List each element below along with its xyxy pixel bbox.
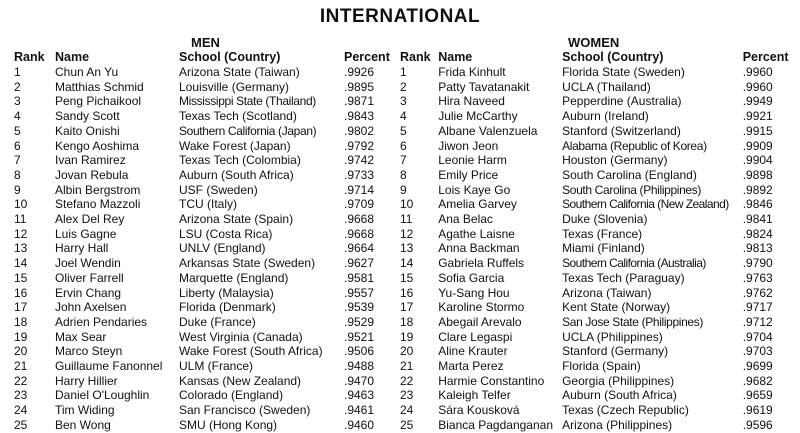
table-row [400, 183, 796, 198]
table-row [400, 212, 796, 227]
percent-cell: .9460 [344, 417, 375, 432]
rank-cell: 15 [14, 270, 28, 285]
percent-cell: .9581 [344, 270, 375, 285]
table-row [400, 168, 796, 183]
rank-cell: 9 [14, 182, 21, 197]
percent-cell: .9960 [742, 65, 773, 79]
rank-cell: 20 [400, 344, 414, 359]
name-cell: Ivan Ramirez [55, 153, 126, 168]
table-row [14, 315, 398, 330]
name-cell: Ana Belac [438, 212, 493, 227]
rank-cell: 7 [400, 153, 407, 168]
name-cell: Tim Widing [55, 403, 115, 418]
percent-cell: .9843 [344, 109, 375, 124]
table-row [400, 65, 796, 80]
rank-cell: 19 [400, 329, 414, 344]
rank-cell: 16 [14, 285, 28, 300]
school-cell: LSU (Costa Rica) [179, 226, 273, 241]
rank-cell: 1 [14, 65, 21, 79]
name-cell: Stefano Mazzoli [55, 197, 141, 212]
name-cell: Guillaume Fanonnel [55, 359, 163, 374]
rank-cell: 18 [14, 314, 28, 329]
school-cell: Houston (Germany) [562, 153, 668, 168]
table-row [400, 271, 796, 286]
rank-cell: 14 [14, 256, 28, 271]
school-column-header: School (Country) [179, 50, 281, 64]
percent-cell: .9949 [742, 94, 773, 109]
school-cell: SMU (Hong Kong) [179, 417, 278, 432]
school-cell: South Carolina (Philippines) [562, 182, 702, 197]
school-cell: UNLV (England) [179, 241, 266, 256]
rank-cell: 25 [14, 417, 28, 432]
percent-cell: .9813 [742, 241, 773, 256]
school-cell: Auburn (Ireland) [562, 109, 649, 124]
name-cell: Chun An Yu [55, 65, 119, 79]
school-cell: Arizona State (Taiwan) [179, 65, 300, 79]
table-row [400, 153, 796, 168]
name-cell: Aline Krauter [438, 344, 508, 359]
table-row [400, 374, 796, 389]
men-rankings-table [14, 50, 398, 433]
rank-cell: 13 [14, 241, 28, 256]
rank-cell: 6 [14, 138, 21, 153]
school-cell: Southern California (New Zealand) [562, 197, 729, 212]
name-cell: Peng Pichaikool [55, 94, 142, 109]
school-cell: Arizona (Philippines) [562, 417, 673, 432]
percent-cell: .9790 [742, 256, 773, 271]
name-cell: Daniel O'Loughlin [55, 388, 150, 403]
percent-cell: .9926 [344, 65, 375, 79]
percent-cell: .9461 [344, 403, 375, 418]
percent-cell: .9488 [344, 359, 375, 374]
name-cell: Leonie Harm [438, 153, 507, 168]
women-rankings-table [400, 50, 796, 433]
percent-cell: .9463 [344, 388, 375, 403]
percent-column-header: Percent [344, 50, 390, 64]
percent-cell: .9529 [344, 314, 375, 329]
school-cell: TCU (Italy) [179, 197, 237, 212]
name-cell: Anna Backman [438, 241, 520, 256]
name-cell: Abegail Arevalo [438, 314, 522, 329]
rank-cell: 23 [14, 388, 28, 403]
name-cell: Harry Hall [55, 241, 109, 256]
table-row [14, 80, 398, 95]
percent-cell: .9742 [344, 153, 375, 168]
name-cell: Ervin Chang [55, 285, 122, 300]
percent-cell: .9892 [742, 182, 773, 197]
name-cell: Hira Naveed [438, 94, 505, 109]
rank-cell: 16 [400, 285, 414, 300]
school-cell: San Francisco (Sweden) [179, 403, 311, 418]
table-row [400, 344, 796, 359]
rank-cell: 24 [14, 403, 28, 418]
percent-cell: .9664 [344, 241, 375, 256]
percent-cell: .9539 [344, 300, 375, 315]
name-cell: Jovan Rebula [55, 167, 129, 182]
rank-cell: 11 [14, 212, 27, 227]
name-cell: Frida Kinhult [438, 65, 506, 79]
rank-cell: 3 [14, 94, 21, 109]
school-cell: Auburn (South Africa) [562, 388, 677, 403]
men-section-title: MEN [191, 35, 220, 50]
rank-cell: 21 [14, 359, 28, 374]
school-cell: Mississippi State (Thailand) [179, 94, 316, 109]
name-cell: Kengo Aoshima [55, 138, 140, 153]
name-cell: Gabriela Ruffels [438, 256, 525, 271]
table-row [14, 241, 398, 256]
table-row [400, 359, 796, 374]
rank-cell: 4 [14, 109, 21, 124]
school-cell: Marquette (England) [179, 270, 289, 285]
rank-cell: 19 [14, 329, 28, 344]
table-row [400, 80, 796, 95]
rank-cell: 11 [400, 212, 413, 227]
name-cell: Harry Hillier [55, 373, 118, 388]
rank-cell: 3 [400, 94, 407, 109]
table-row [14, 139, 398, 154]
table-row [14, 271, 398, 286]
percent-cell: .9619 [742, 403, 773, 418]
table-row [14, 344, 398, 359]
table-row [14, 286, 398, 301]
school-cell: Alabama (Republic of Korea) [562, 138, 707, 153]
percent-column-header: Percent [742, 50, 789, 64]
table-row [14, 109, 398, 124]
name-cell: Ben Wong [55, 417, 111, 432]
rank-column-header: Rank [14, 50, 45, 64]
table-row [400, 330, 796, 345]
rank-cell: 18 [400, 314, 414, 329]
school-cell: Stanford (Switzerland) [562, 123, 681, 138]
percent-cell: .9960 [742, 79, 773, 94]
name-cell: Albane Valenzuela [438, 123, 538, 138]
table-row [400, 388, 796, 403]
school-cell: Texas (France) [562, 226, 643, 241]
percent-cell: .9909 [742, 138, 773, 153]
percent-cell: .9733 [344, 167, 375, 182]
percent-cell: .9596 [742, 417, 773, 432]
percent-cell: .9659 [742, 388, 773, 403]
table-row [14, 65, 398, 80]
school-cell: Wake Forest (South Africa) [179, 344, 323, 359]
school-cell: Wake Forest (Japan) [179, 138, 291, 153]
rank-cell: 17 [14, 300, 28, 315]
name-cell: Kaleigh Telfer [438, 388, 511, 403]
rank-cell: 21 [400, 359, 414, 374]
percent-cell: .9895 [344, 79, 375, 94]
name-cell: Adrien Pendaries [55, 314, 148, 329]
table-row [400, 109, 796, 124]
percent-cell: .9521 [344, 329, 375, 344]
school-cell: Texas Tech (Paraguay) [562, 270, 685, 285]
school-cell: Georgia (Philippines) [562, 373, 675, 388]
name-cell: Clare Legaspi [438, 329, 513, 344]
table-row [400, 300, 796, 315]
table-row [400, 241, 796, 256]
rank-cell: 12 [14, 226, 28, 241]
school-cell: San Jose State (Philippines) [562, 314, 704, 329]
school-cell: Florida (Denmark) [179, 300, 276, 315]
percent-cell: .9712 [742, 314, 773, 329]
table-row [400, 403, 796, 418]
school-cell: West Virginia (Canada) [179, 329, 303, 344]
rank-cell: 24 [400, 403, 414, 418]
school-cell: Arizona State (Spain) [179, 212, 294, 227]
rank-cell: 12 [400, 226, 414, 241]
table-row [14, 227, 398, 242]
school-cell: Stanford (Germany) [562, 344, 669, 359]
percent-cell: .9506 [344, 344, 375, 359]
name-cell: Sofia Garcia [438, 270, 505, 285]
name-cell: Karoline Stormo [438, 300, 525, 315]
percent-cell: .9704 [742, 329, 773, 344]
rank-cell: 20 [14, 344, 28, 359]
school-cell: Pepperdine (Australia) [562, 94, 682, 109]
name-cell: Lois Kaye Go [438, 182, 511, 197]
table-row [14, 403, 398, 418]
rank-cell: 8 [14, 167, 21, 182]
name-cell: Patty Tavatanakit [438, 79, 530, 94]
school-cell: UCLA (Philippines) [562, 329, 663, 344]
table-row [14, 197, 398, 212]
table-row [14, 418, 398, 433]
table-row [14, 374, 398, 389]
school-cell: Duke (France) [179, 314, 256, 329]
school-cell: Southern California (Australia) [562, 256, 706, 271]
rank-cell: 8 [400, 167, 407, 182]
rank-cell: 17 [400, 300, 414, 315]
percent-cell: .9762 [742, 285, 773, 300]
school-cell: Florida State (Sweden) [562, 65, 685, 79]
women-section-title: WOMEN [568, 35, 620, 50]
table-row [14, 212, 398, 227]
name-cell: Luis Gagne [55, 226, 117, 241]
school-cell: Florida (Spain) [562, 359, 641, 374]
school-cell: Colorado (England) [179, 388, 284, 403]
table-row [14, 359, 398, 374]
table-row [14, 330, 398, 345]
percent-cell: .9841 [742, 212, 773, 227]
table-row [400, 286, 796, 301]
rank-cell: 5 [400, 123, 407, 138]
school-cell: USF (Sweden) [179, 182, 258, 197]
name-cell: Oliver Farrell [55, 270, 124, 285]
percent-cell: .9714 [344, 182, 375, 197]
men-header-row [14, 50, 398, 65]
school-cell: Texas Tech (Scotland) [179, 109, 297, 124]
school-cell: Liberty (Malaysia) [179, 285, 274, 300]
school-cell: Texas Tech (Colombia) [179, 153, 301, 168]
rank-cell: 23 [400, 388, 414, 403]
rank-cell: 13 [400, 241, 414, 256]
name-cell: Emily Price [438, 167, 499, 182]
name-cell: Kaito Onishi [55, 123, 120, 138]
rank-cell: 15 [400, 270, 414, 285]
table-row [14, 153, 398, 168]
table-row [400, 256, 796, 271]
table-row [400, 139, 796, 154]
rank-column-header: Rank [400, 50, 431, 64]
percent-cell: .9824 [742, 226, 773, 241]
table-row [14, 183, 398, 198]
school-cell: Arizona (Taiwan) [562, 285, 652, 300]
percent-cell: .9792 [344, 138, 375, 153]
percent-cell: .9921 [742, 109, 773, 124]
rank-cell: 10 [14, 197, 28, 212]
rank-cell: 10 [400, 197, 414, 212]
name-cell: Julie McCarthy [438, 109, 518, 124]
rank-cell: 6 [400, 138, 407, 153]
table-row [14, 300, 398, 315]
name-cell: Marco Steyn [55, 344, 123, 359]
percent-cell: .9846 [742, 197, 773, 212]
school-cell: Kansas (New Zealand) [179, 373, 302, 388]
name-cell: Yu-Sang Hou [438, 285, 510, 300]
table-row [14, 256, 398, 271]
table-row [400, 94, 796, 109]
rank-cell: 2 [400, 79, 407, 94]
rank-cell: 1 [400, 65, 407, 79]
percent-cell: .9717 [742, 300, 773, 315]
percent-cell: .9627 [344, 256, 375, 271]
name-cell: Jiwon Jeon [438, 138, 499, 153]
table-row [14, 94, 398, 109]
table-row [14, 168, 398, 183]
name-cell: Sandy Scott [55, 109, 120, 124]
rank-cell: 25 [400, 417, 414, 432]
percent-cell: .9904 [742, 153, 773, 168]
name-cell: Sára Kousková [438, 403, 520, 418]
school-cell: ULM (France) [179, 359, 254, 374]
percent-cell: .9470 [344, 373, 375, 388]
name-cell: Marta Perez [438, 359, 504, 374]
name-cell: Matthias Schmid [55, 79, 144, 94]
rank-cell: 22 [400, 373, 414, 388]
women-header-row [400, 50, 796, 65]
name-cell: Joel Wendin [55, 256, 121, 271]
school-cell: Miami (Finland) [562, 241, 645, 256]
rank-cell: 4 [400, 109, 407, 124]
rank-cell: 7 [14, 153, 21, 168]
school-cell: Louisville (Germany) [179, 79, 290, 94]
school-cell: Auburn (South Africa) [179, 167, 294, 182]
school-cell: Duke (Slovenia) [562, 212, 648, 227]
table-row [400, 124, 796, 139]
rank-cell: 9 [400, 182, 407, 197]
school-cell: Arkansas State (Sweden) [179, 256, 316, 271]
name-cell: Bianca Pagdanganan [438, 417, 553, 432]
name-column-header: Name [55, 50, 90, 64]
name-column-header: Name [438, 50, 473, 64]
name-cell: John Axelsen [55, 300, 127, 315]
rank-cell: 14 [400, 256, 414, 271]
page-title: INTERNATIONAL [319, 6, 481, 27]
school-cell: UCLA (Thailand) [562, 79, 651, 94]
percent-cell: .9703 [742, 344, 773, 359]
percent-cell: .9668 [344, 226, 375, 241]
percent-cell: .9915 [742, 123, 773, 138]
rank-cell: 22 [14, 373, 28, 388]
school-cell: Kent State (Norway) [562, 300, 671, 315]
table-row [14, 388, 398, 403]
rank-cell: 5 [14, 123, 21, 138]
name-cell: Amelia Garvey [438, 197, 517, 212]
school-cell: Texas (Czech Republic) [562, 403, 689, 418]
percent-cell: .9898 [742, 167, 773, 182]
name-cell: Harmie Constantino [438, 373, 545, 388]
name-cell: Max Sear [55, 329, 107, 344]
percent-cell: .9682 [742, 373, 773, 388]
name-cell: Alex Del Rey [55, 212, 125, 227]
table-row [400, 197, 796, 212]
name-cell: Albin Bergstrom [55, 182, 141, 197]
percent-cell: .9699 [742, 359, 773, 374]
school-column-header: School (Country) [562, 50, 664, 64]
school-cell: Southern California (Japan) [179, 123, 317, 138]
percent-cell: .9871 [344, 94, 375, 109]
percent-cell: .9763 [742, 270, 773, 285]
percent-cell: .9709 [344, 197, 375, 212]
name-cell: Agathe Laisne [438, 226, 515, 241]
percent-cell: .9668 [344, 212, 375, 227]
rank-cell: 2 [14, 79, 21, 94]
percent-cell: .9802 [344, 123, 375, 138]
school-cell: South Carolina (England) [562, 167, 697, 182]
table-row [400, 227, 796, 242]
table-row [400, 418, 796, 433]
percent-cell: .9557 [344, 285, 375, 300]
table-row [14, 124, 398, 139]
table-row [400, 315, 796, 330]
